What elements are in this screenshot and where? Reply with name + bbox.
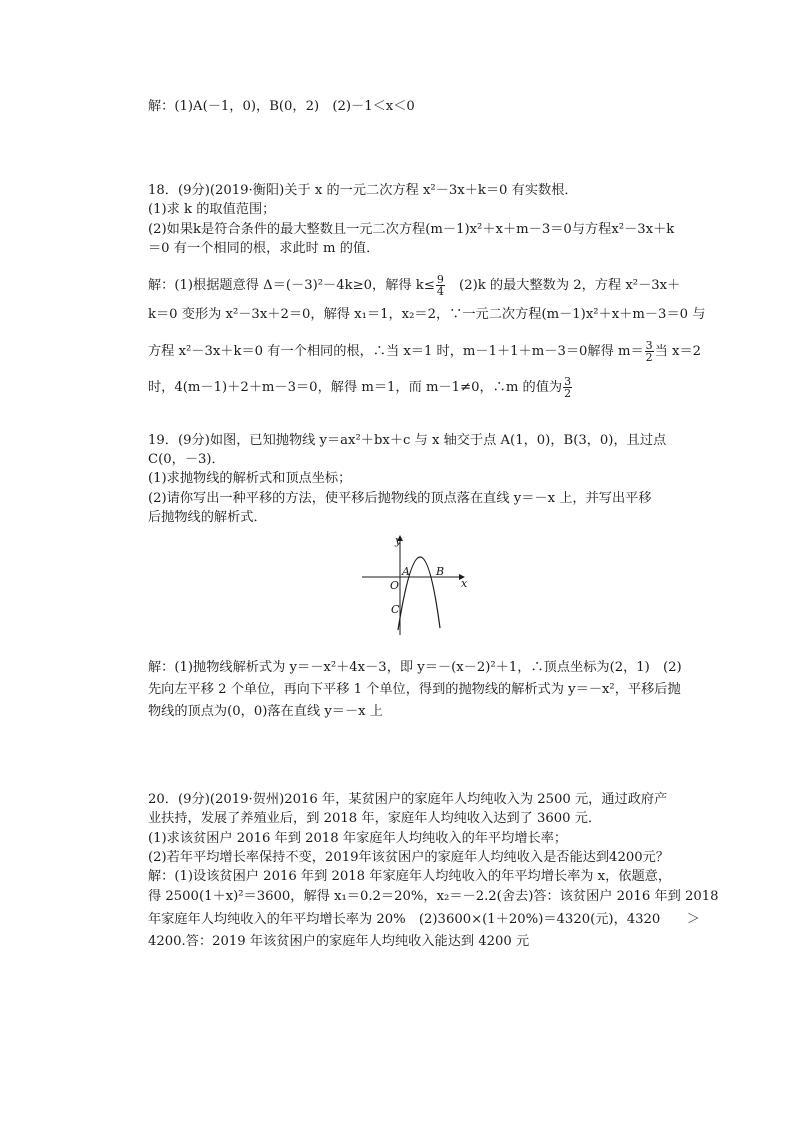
q20-solution-line3: 年家庭年人均纯收入的年平均增长率为 20% (2)3600×(1＋20%)＝4320(元)，4320 ＞ xyxy=(148,912,700,927)
point-b-label: B xyxy=(436,565,445,578)
fraction-three-halves xyxy=(563,376,572,399)
q20-solution-line4: 4200.答：2019 年该贫困户的家庭年人均纯收入能达到 4200 元 xyxy=(148,934,530,949)
y-axis-label: y xyxy=(395,534,402,547)
q20-stem-line2: 业扶持，发展了养殖业后，到 2018 年，家庭年人均纯收入达到了 3600 元． xyxy=(148,811,602,826)
q19-solution-line3: 物线的顶点为(0，0)落在直线 y＝－x 上 xyxy=(148,704,383,719)
fraction-denominator: 2 xyxy=(564,387,572,400)
fraction-numerator: 3 xyxy=(645,339,653,352)
q19-stem-line2: C(0，－3)． xyxy=(148,452,225,467)
q18-part2-line1: (2)如果k是符合条件的最大整数且一元二次方程(m－1)x²＋x＋m－3＝0与方程x²－3x＋k xyxy=(148,222,675,237)
q19-stem-line1: 19．(9分)如图，已知抛物线 y＝ax²＋bx＋c 与 x 轴交于点 A(1，0)，B(3，0)，且过点 xyxy=(148,433,667,448)
fraction-denominator: 2 xyxy=(645,351,653,364)
q20-solution-line1: 解：(1)设该贫困户 2016 年到 2018 年家庭年人均纯收入的年平均增长率为 x，依题意， xyxy=(148,869,672,884)
q19-solution-line1: 解：(1)抛物线解析式为 y＝－x²＋4x－3，即 y＝－(x－2)²＋1，∴顶点坐标为(2，1) (2) xyxy=(148,660,682,675)
q18-solution-text: 解：(1)根据题意得 Δ＝(－3)²－4k≥0，解得 k≤ xyxy=(148,278,435,293)
q19-part2-line2: 后抛物线的解析式． xyxy=(148,510,267,525)
q20-stem-line1: 20．(9分)(2019·贺州)2016 年，某贫困户的家庭年人均纯收入为 2500 元，通过政府产 xyxy=(148,792,668,807)
point-c-label: C xyxy=(391,603,400,616)
q20-part2: (2)若年平均增长率保持不变，2019年该贫困户的家庭年人均纯收入是否能达到4200元？ xyxy=(148,850,669,865)
fraction-numerator: 9 xyxy=(436,273,444,286)
x-axis-label: x xyxy=(461,577,468,590)
q18-solution-text: (2)k 的最大整数为 2，方程 x²－3x＋ xyxy=(445,278,681,293)
q20-solution-line2: 得 2500(1＋x)²＝3600，解得 x₁＝0.2＝20%，x₂＝－2.2(舍去)答：该贫困户 2016 年到 2018 xyxy=(148,889,719,904)
origin-label: O xyxy=(390,579,400,592)
q18-solution-line3 xyxy=(148,340,701,363)
q19-solution-line2: 先向左平移 2 个单位，再向下平移 1 个单位，得到的抛物线的解析式为 y＝－x²，平移后抛 xyxy=(148,682,681,697)
q20-part1: (1)求该贫困户 2016 年到 2018 年家庭年人均纯收入的年平均增长率； xyxy=(148,831,568,846)
point-a-label: A xyxy=(402,565,410,578)
q18-solution-text: 当 x＝2 xyxy=(654,344,702,359)
fraction-denominator: 4 xyxy=(436,285,444,298)
q19-part1: (1)求抛物线的解析式和顶点坐标； xyxy=(148,471,352,486)
fraction-three-halves xyxy=(645,340,654,363)
q17-answer: 解：(1)A(－1，0)，B(0，2) (2)－1＜x＜0 xyxy=(148,99,415,114)
q18-stem: 18．(9分)(2019·衡阳)关于 x 的一元二次方程 x²－3x＋k＝0 有实数根． xyxy=(148,183,578,198)
parabola-graph-svg xyxy=(360,532,475,637)
fraction-numerator: 3 xyxy=(564,375,572,388)
q18-solution-text: 方程 x²－3x＋k＝0 有一个相同的根，∴当 x＝1 时，m－1＋1＋m－3＝0解得 m＝ xyxy=(148,344,644,359)
q18-part2-line2: ＝0 有一个相同的根，求此时 m 的值． xyxy=(148,241,380,256)
fraction-nine-fourths xyxy=(436,274,445,297)
q19-part2-line1: (2)请你写出一种平移的方法，使平移后抛物线的顶点落在直线 y＝－x 上，并写出平移 xyxy=(148,491,652,506)
q18-solution-line1 xyxy=(148,274,680,297)
parabola-graph xyxy=(360,532,475,637)
q18-part1: (1)求 k 的取值范围； xyxy=(148,202,276,217)
q18-solution-text: 时，4(m－1)＋2＋m－3＝0，解得 m＝1，而 m－1≠0，∴m 的值为 xyxy=(148,380,563,395)
q18-solution-line2: k＝0 变形为 x²－3x＋2＝0，解得 x₁＝1，x₂＝2，∵一元二次方程(m－1)x²＋x＋m－3＝0 与 xyxy=(148,307,706,322)
q18-solution-line4 xyxy=(148,376,573,399)
